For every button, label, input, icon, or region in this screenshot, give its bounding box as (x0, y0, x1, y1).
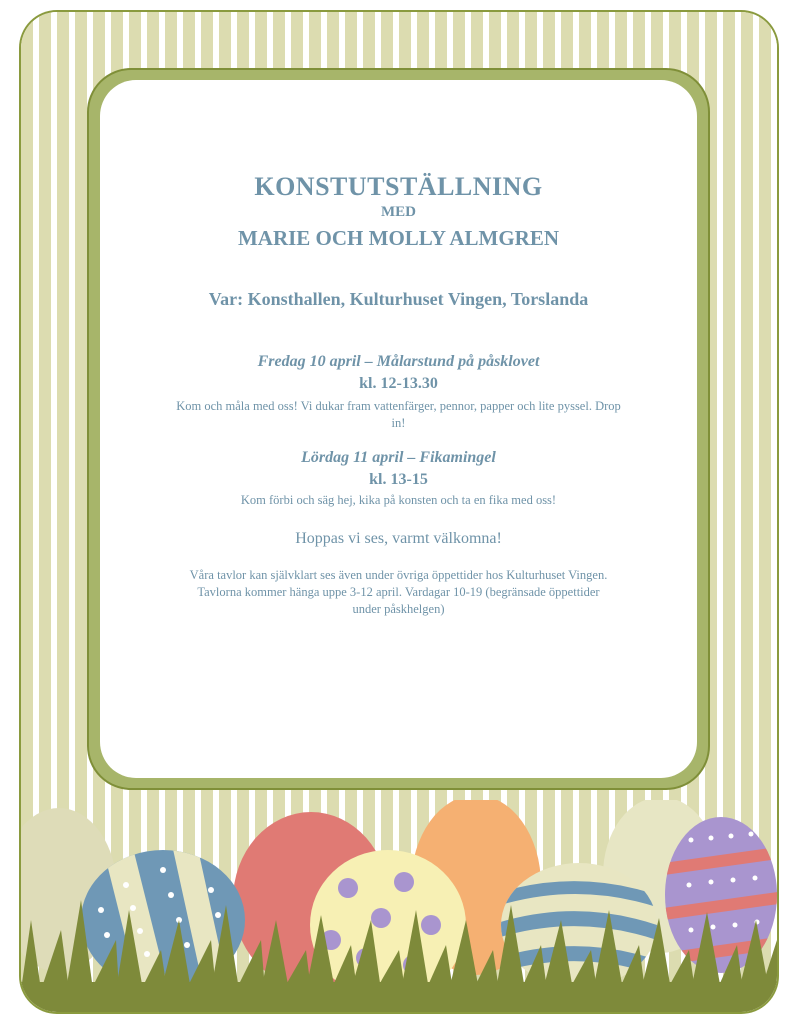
opening-hours-note: Våra tavlor kan självklart ses även under övriga öppettider hos Kulturhuset Vingen. Tavlorna kommer hänga uppe 3-12 april. Vardagar 10-19 (begränsade öppettider under påskhelgen) (189, 568, 608, 616)
event-title-friday: Fredag 10 april – Målarstund på påsklovet (257, 353, 540, 370)
event-title-saturday: Lördag 11 april – Fikamingel (301, 449, 496, 466)
greeting-text: Hoppas vi ses, varmt välkomna! (295, 530, 502, 547)
location-text: Var: Konsthallen, Kulturhuset Vingen, Torslanda (208, 289, 589, 309)
event-time-friday: kl. 12-13.30 (359, 375, 438, 392)
event-description-saturday: Kom förbi och säg hej, kika på konsten och ta en fika med oss! (240, 493, 557, 507)
easter-eggs-illustration (21, 800, 777, 1012)
exhibition-title: KONSTUTSTÄLLNING (254, 172, 543, 201)
title-connector: MED (381, 204, 416, 220)
event-time-saturday: kl. 13-15 (369, 471, 428, 488)
artist-names: MARIE OCH MOLLY ALMGREN (237, 226, 560, 250)
event-description-friday: Kom och måla med oss! Vi dukar fram vattenfärger, pennor, papper och lite pyssel. Drop in! (176, 399, 621, 430)
